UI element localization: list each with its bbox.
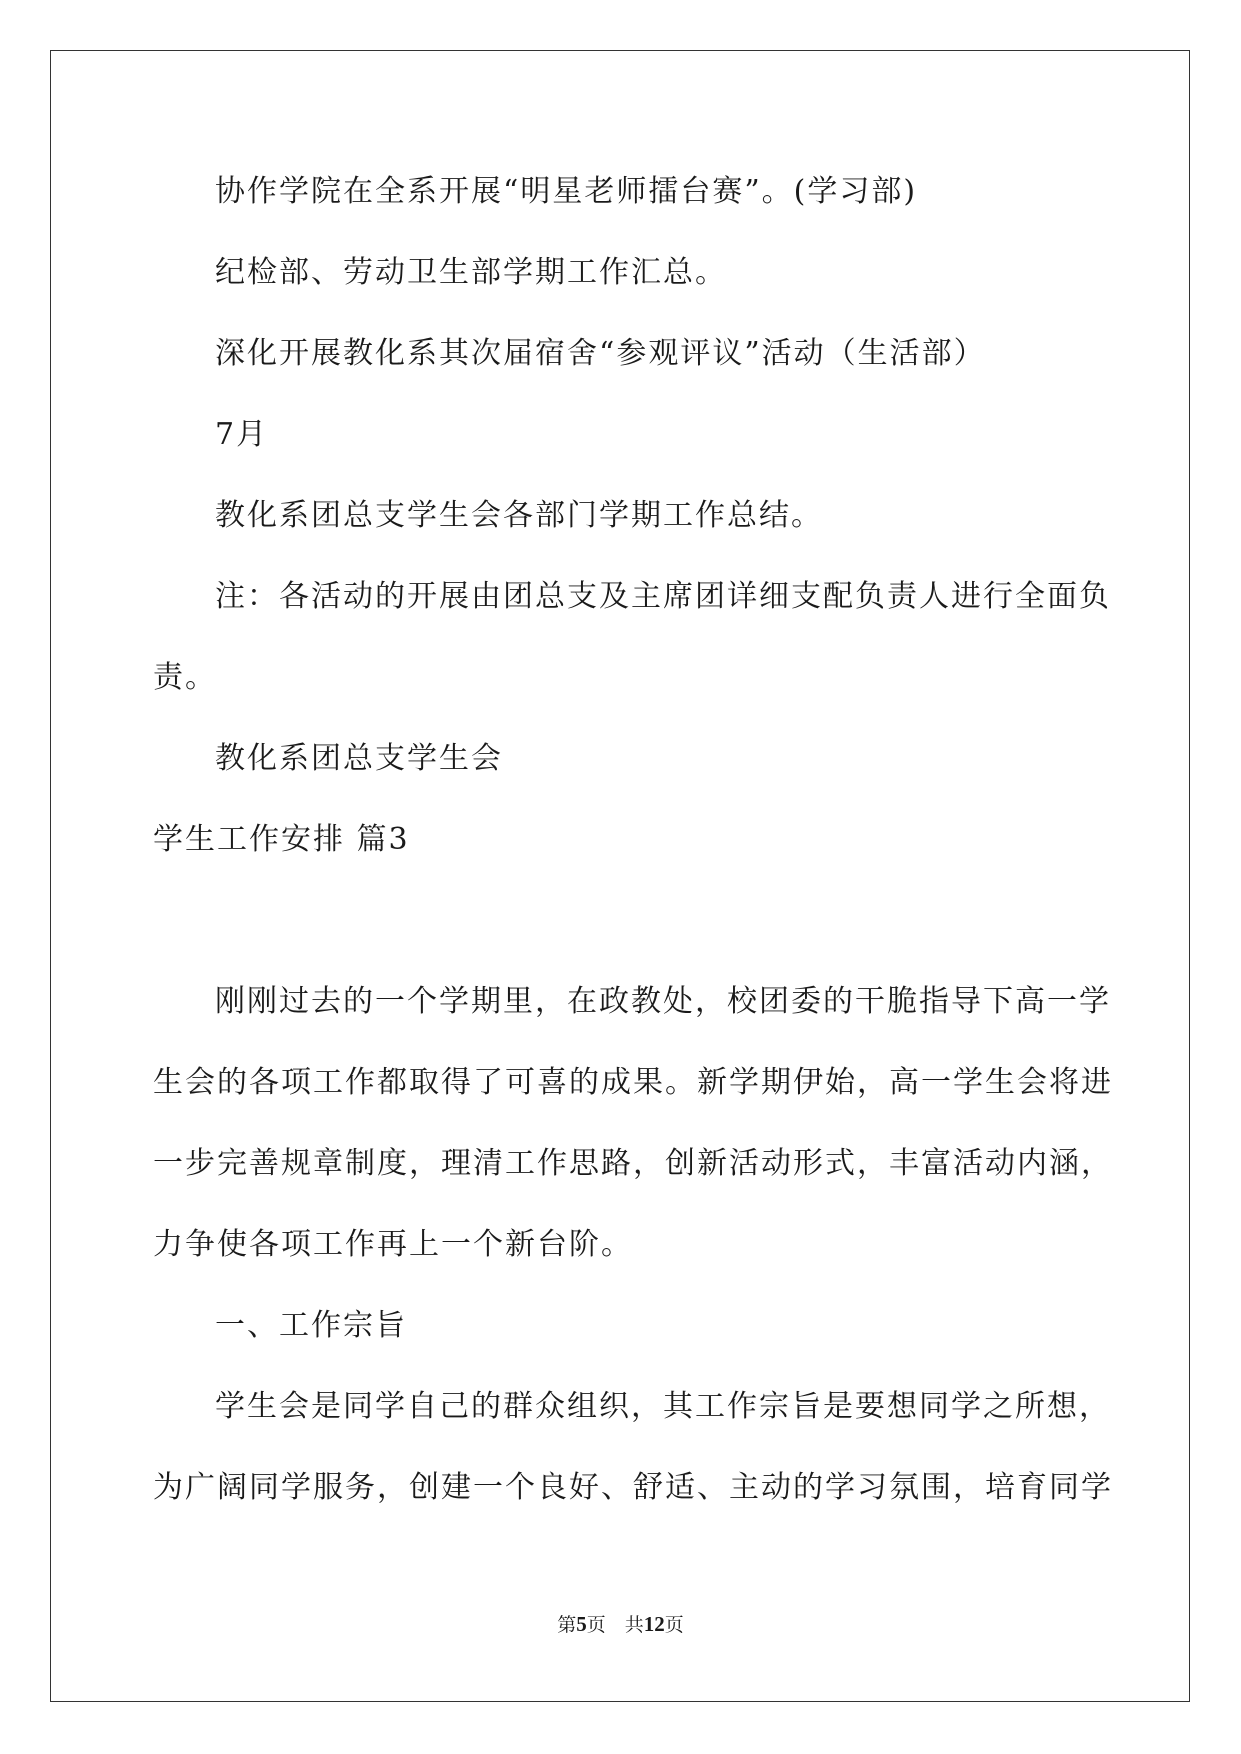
section-heading: 学生工作安排 篇3 <box>153 822 410 857</box>
paragraph-line: 生会的各项工作都取得了可喜的成果。新学期伊始，高一学生会将进 <box>153 1065 1113 1100</box>
page-mid: 页 共 <box>586 1614 644 1636</box>
paragraph-line: 教化系团总支学生会各部门学期工作总结。 <box>215 498 823 533</box>
page-border <box>50 50 1190 1702</box>
current-page-number: 5 <box>576 1612 587 1636</box>
paragraph-line: 7月 <box>215 417 269 452</box>
page-footer <box>0 1612 1241 1637</box>
total-pages-number: 12 <box>643 1612 665 1636</box>
paragraph-line: 力争使各项工作再上一个新台阶。 <box>153 1227 633 1262</box>
paragraph-line: 为广阔同学服务，创建一个良好、舒适、主动的学习氛围，培育同学 <box>153 1470 1113 1505</box>
paragraph-line: 责。 <box>153 660 217 695</box>
paragraph-line: 深化开展教化系其次届宿舍“参观评议”活动（生活部） <box>215 336 986 371</box>
paragraph-line: 学生会是同学自己的群众组织，其工作宗旨是要想同学之所想， <box>215 1389 1111 1424</box>
paragraph-line: 刚刚过去的一个学期里，在政教处，校团委的干脆指导下高一学 <box>215 984 1111 1019</box>
paragraph-line: 一步完善规章制度，理清工作思路，创新活动形式，丰富活动内涵， <box>153 1146 1113 1181</box>
paragraph-line: 注：各活动的开展由团总支及主席团详细支配负责人进行全面负 <box>215 579 1111 614</box>
page-prefix: 第 <box>557 1614 577 1636</box>
paragraph-line: 纪检部、劳动卫生部学期工作汇总。 <box>215 255 727 290</box>
signature-line: 教化系团总支学生会 <box>215 741 503 776</box>
subheading: 一、工作宗旨 <box>215 1308 407 1343</box>
paragraph-line: 协作学院在全系开展“明星老师擂台赛”。(学习部) <box>215 174 918 209</box>
page-suffix: 页 <box>664 1614 684 1636</box>
